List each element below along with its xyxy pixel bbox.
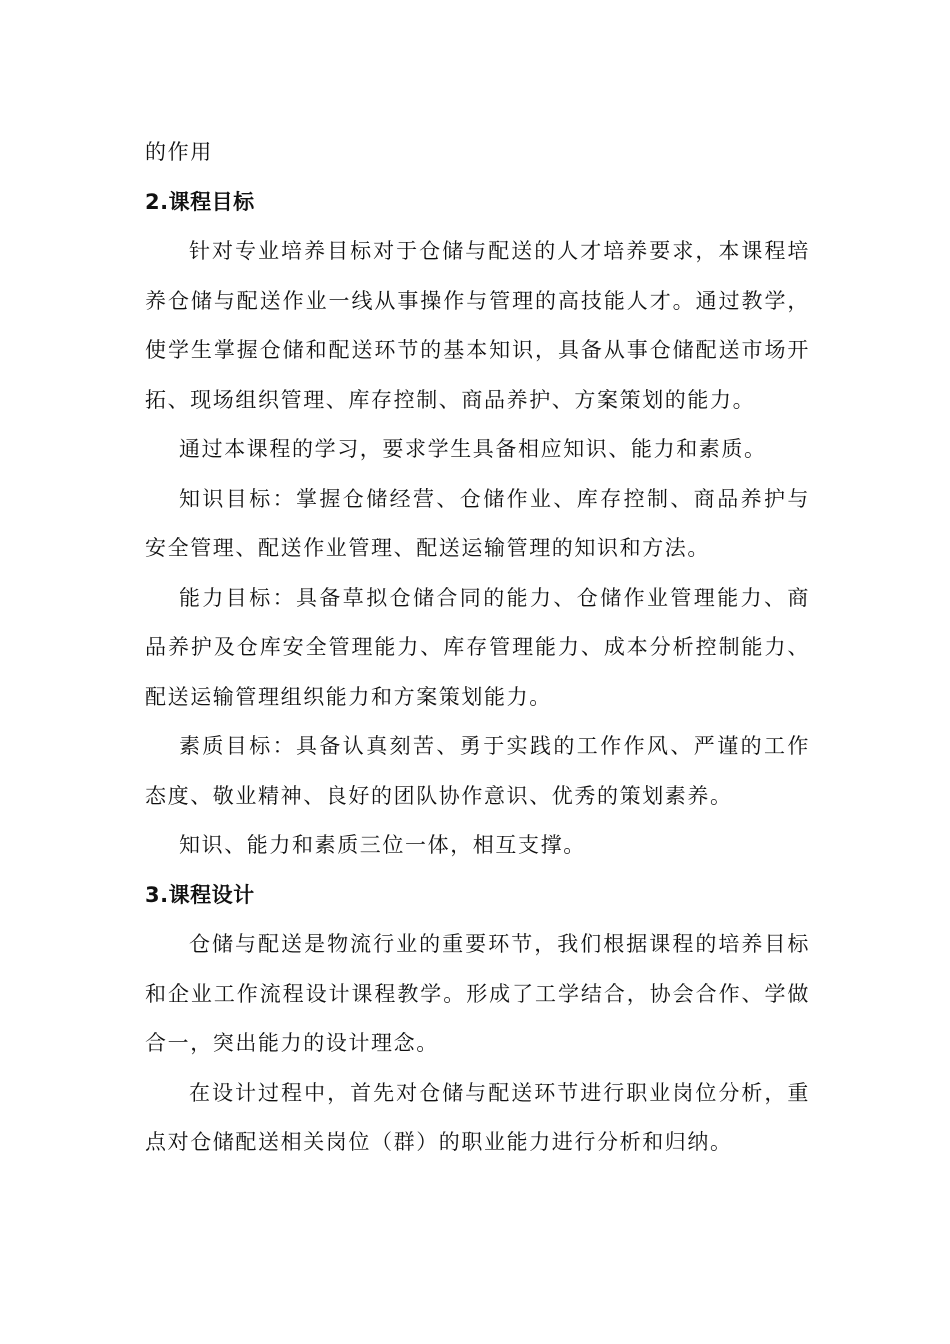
paragraph-design-concept: 仓储与配送是物流行业的重要环节，我们根据课程的培养目标和企业工作流程设计课程教学。形成了工学结合，协会合作、学做合一，突出能力的设计理念。: [145, 932, 810, 1055]
paragraph-quality-objective: 素质目标：具备认真刻苦、勇于实践的工作作风、严谨的工作态度、敬业精神、良好的团队协作意识、优秀的策划素养。: [145, 734, 810, 808]
paragraph-objectives-summary: 知识、能力和素质三位一体，相互支撑。: [179, 833, 586, 857]
paragraph-objectives-intro: 针对专业培养目标对于仓储与配送的人才培养要求，本课程培养仓储与配送作业一线从事操作与管理的高技能人才。通过教学，使学生掌握仓储和配送环节的基本知识，具备从事仓储配送市场开拓、现场组织管理、库存控制、商品养护、方案策划的能力。: [145, 239, 810, 412]
continued-paragraph-end: 的作用: [145, 140, 213, 164]
document-body: [145, 128, 810, 1168]
section-heading-course-design: 3.课程设计: [145, 882, 255, 907]
paragraph-objectives-requirement: 通过本课程的学习，要求学生具备相应知识、能力和素质。: [179, 437, 767, 461]
paragraph-ability-objective: 能力目标：具备草拟仓储合同的能力、仓储作业管理能力、商品养护及仓库安全管理能力、库存管理能力、成本分析控制能力、配送运输管理组织能力和方案策划能力。: [145, 585, 810, 709]
paragraph-knowledge-objective: 知识目标：掌握仓储经营、仓储作业、库存控制、商品养护与安全管理、配送作业管理、配送运输管理的知识和方法。: [145, 486, 810, 560]
section-heading-course-objectives: 2.课程目标: [145, 189, 255, 214]
paragraph-design-process: 在设计过程中，首先对仓储与配送环节进行职业岗位分析，重点对仓储配送相关岗位（群）的职业能力进行分析和归纳。: [145, 1080, 810, 1154]
